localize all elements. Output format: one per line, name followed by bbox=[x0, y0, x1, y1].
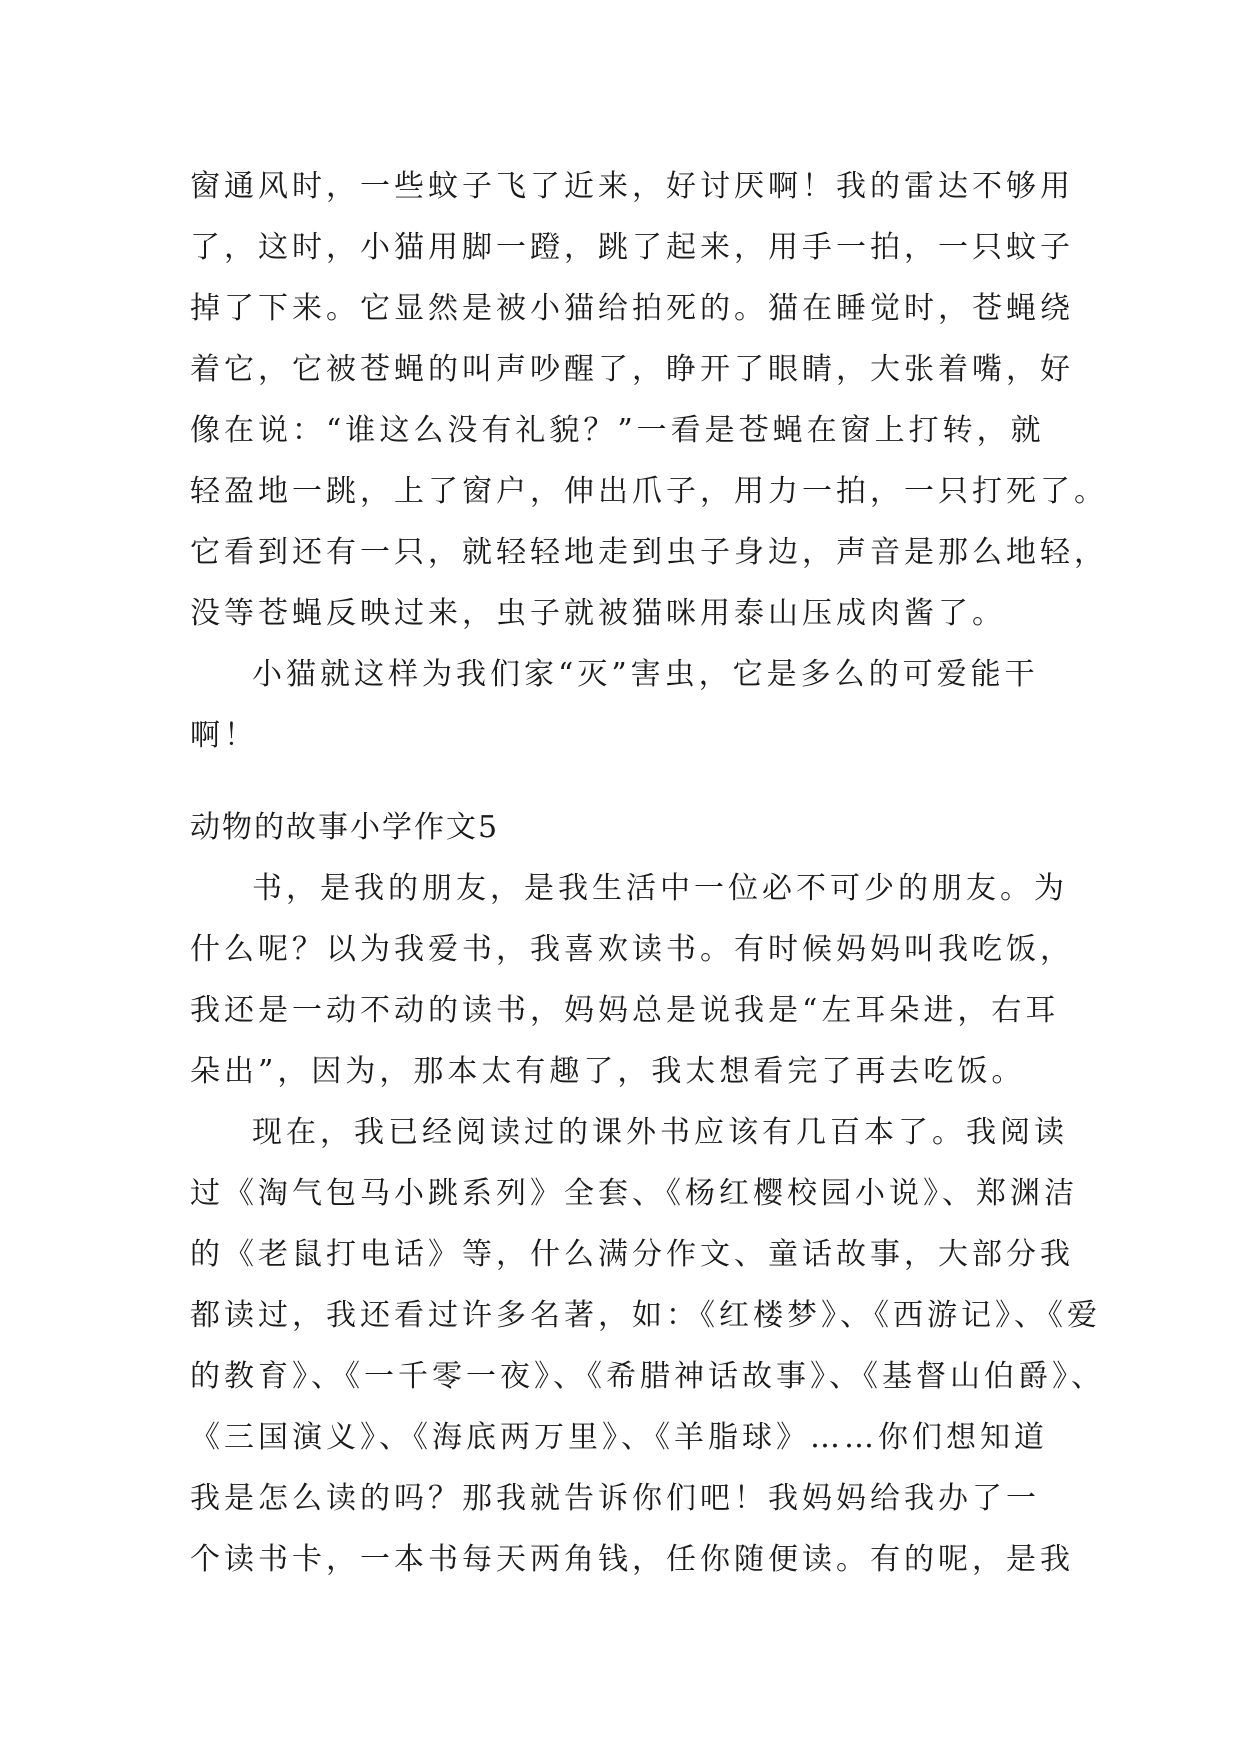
section-heading: 动物的故事小学作文5 bbox=[190, 810, 500, 845]
text-line: 它看到还有一只，就轻轻地走到虫子身边，声音是那么地轻， bbox=[190, 535, 1108, 570]
text-line: 了，这时，小猫用脚一蹬，跳了起来，用手一拍，一只蚊子 bbox=[190, 230, 1074, 265]
text-line: 着它，它被苍蝇的叫声吵醒了，睁开了眼睛，大张着嘴，好 bbox=[190, 352, 1074, 387]
text-line: 个读书卡，一本书每天两角钱，任你随便读。有的呢，是我 bbox=[190, 1542, 1074, 1577]
text-block-lower bbox=[190, 797, 1105, 1590]
text-line: 朵出”，因为，那本太有趣了，我太想看完了再去吃饭。 bbox=[190, 1054, 1026, 1089]
text-line: 的教育》、《一千零一夜》、《希腊神话故事》、《基督山伯爵》、 bbox=[190, 1359, 1105, 1394]
text-line: 我还是一动不动的读书，妈妈总是说我是“左耳朵进，右耳 bbox=[190, 993, 1060, 1028]
text-line: 现在，我已经阅读过的课外书应该有几百本了。我阅读 bbox=[252, 1115, 1068, 1150]
text-line: 掉了下来。它显然是被小猫给拍死的。猫在睡觉时，苍蝇绕 bbox=[190, 291, 1074, 326]
text-line: 的《老鼠打电话》等，什么满分作文、童话故事，大部分我 bbox=[190, 1237, 1074, 1272]
text-line: 书，是我的朋友，是我生活中一位必不可少的朋友。为 bbox=[252, 871, 1068, 906]
paragraph bbox=[190, 156, 1108, 644]
text-line: 轻盈地一跳，上了窗户，伸出爪子，用力一拍，一只打死了。 bbox=[190, 474, 1108, 509]
text-line: 啊！ bbox=[190, 718, 258, 753]
text-line: 小猫就这样为我们家“灭”害虫，它是多么的可爱能干 bbox=[252, 657, 1039, 692]
text-line: 窗通风时，一些蚊子飞了近来，好讨厌啊！我的雷达不够用 bbox=[190, 169, 1074, 204]
text-line: 我是怎么读的吗？那我就告诉你们吧！我妈妈给我办了一 bbox=[190, 1481, 1040, 1516]
text-line: 没等苍蝇反映过来，虫子就被猫咪用泰山压成肉酱了。 bbox=[190, 596, 1006, 631]
text-line: 过《淘气包马小跳系列》全套、《杨红樱校园小说》、郑渊洁 bbox=[190, 1176, 1078, 1211]
paragraph bbox=[190, 644, 1070, 766]
paragraph bbox=[190, 1102, 1105, 1590]
text-line: 像在说：“谁这么没有礼貌？”一看是苍蝇在窗上打转，就 bbox=[190, 413, 1045, 448]
text-line: 《三国演义》、《海底两万里》、《羊脂球》……你们想知道 bbox=[190, 1420, 1048, 1455]
text-block-upper bbox=[190, 156, 1108, 766]
text-line: 什么呢？以为我爱书，我喜欢读书。有时候妈妈叫我吃饭， bbox=[190, 932, 1074, 967]
text-line: 都读过，我还看过许多名著，如：《红楼梦》、《西游记》、《爱 bbox=[190, 1298, 1101, 1333]
paragraph bbox=[190, 858, 1074, 1102]
